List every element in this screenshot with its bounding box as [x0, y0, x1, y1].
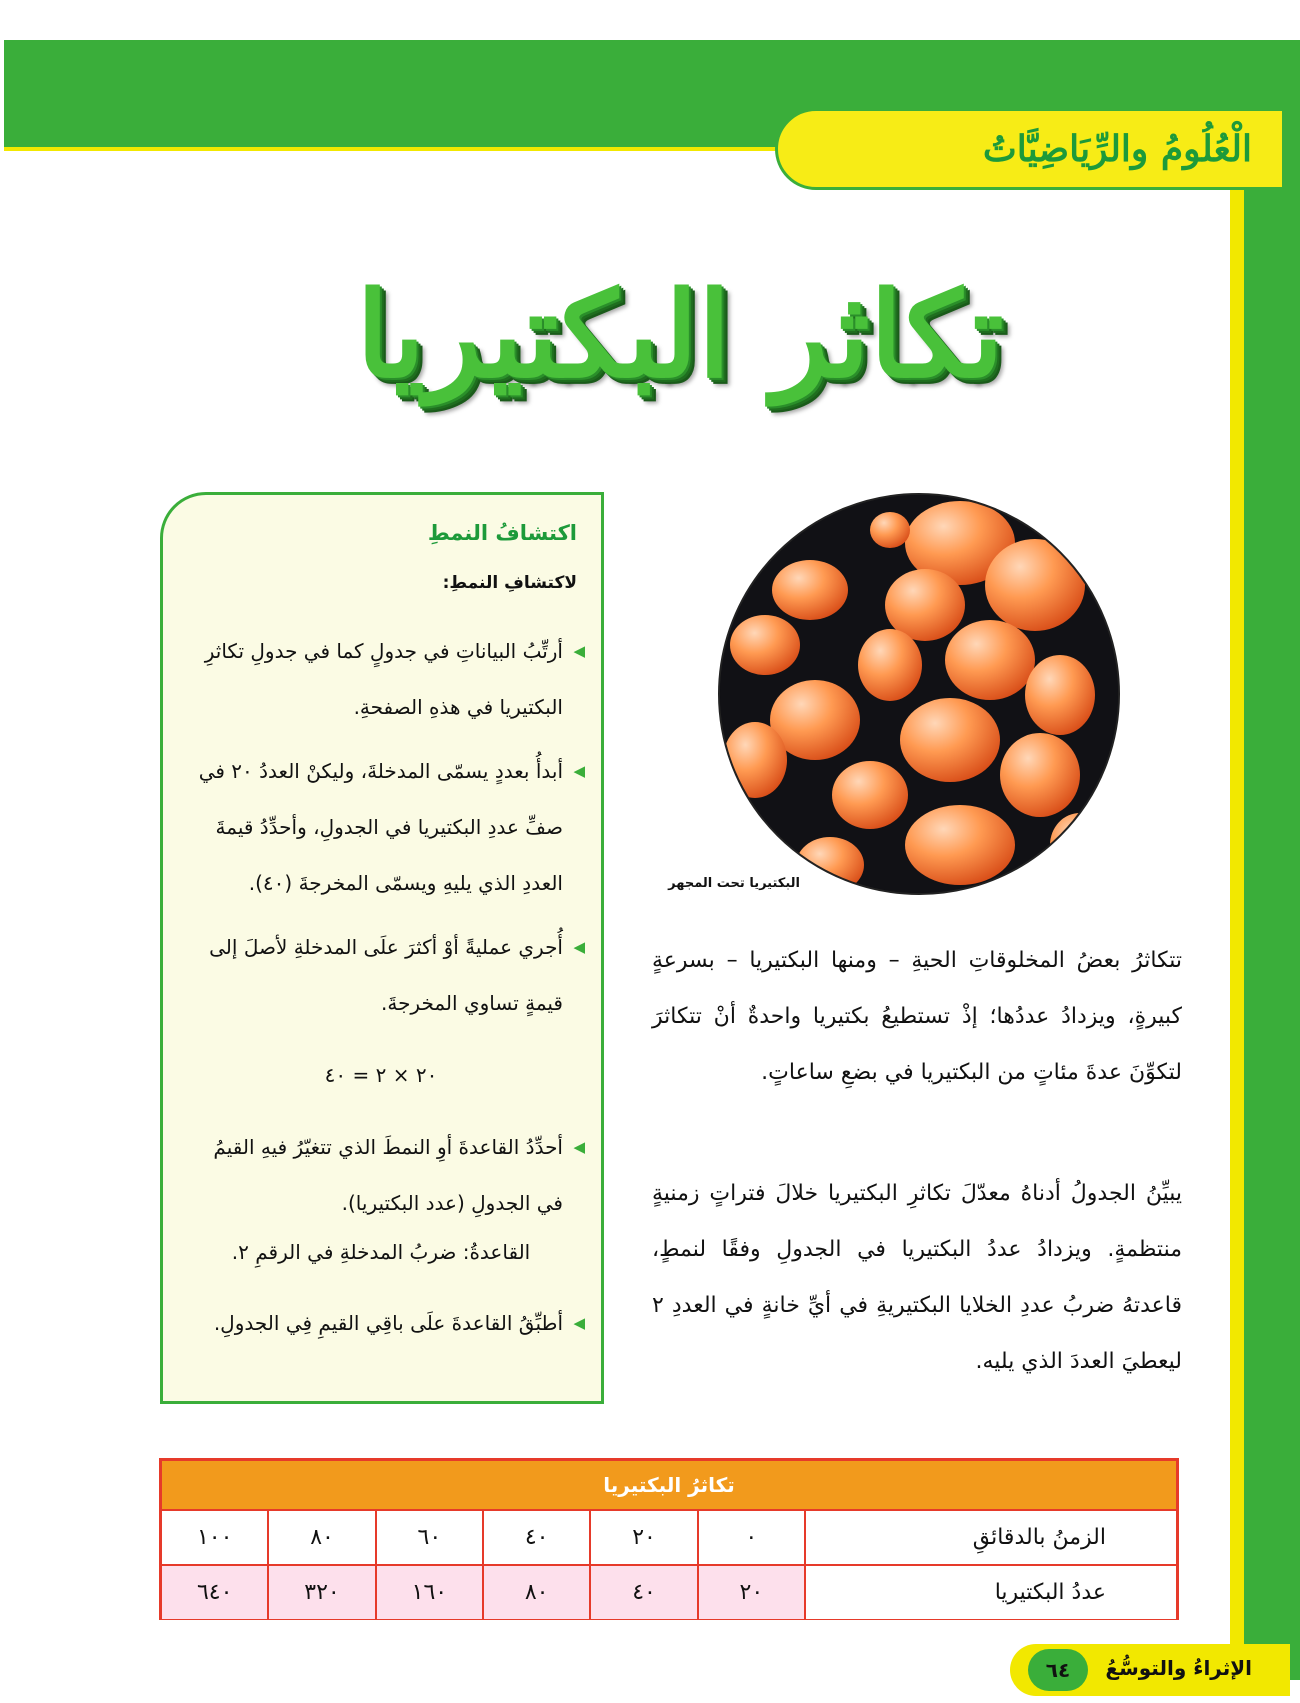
step-3-text: أُجري عمليةً أوْ أكثرَ علَى المدخلةِ لأصلَ إلى قيمةٍ تساوي المخرجةَ. [209, 935, 563, 1015]
page-title: تكاثر البكتيريا [356, 265, 1004, 404]
footer-label: الإثراءُ والتوسُّعُ [1105, 1656, 1252, 1680]
rule-text: القاعدةُ: ضربُ المدخلةِ في الرقمِ ٢. [231, 1240, 531, 1264]
panel-title: اكتشافُ النمطِ [427, 521, 577, 545]
table-caption: تكاثرُ البكتيريا [162, 1461, 1176, 1509]
table-cell: ١٦٠ [375, 1566, 482, 1619]
page-number: ٦٤ [1028, 1649, 1088, 1691]
table-cell: ٣٢٠ [267, 1566, 374, 1619]
table-row-time [162, 1509, 1176, 1564]
paragraph-1: تتكاثرُ بعضُ المخلوقاتِ الحيةِ – ومنها البكتيريا – بسرعةٍ كبيرةٍ، ويزدادُ عددُها؛ إذْ تستطيعُ بكتيريا واحدةٌ أنْ تتكاثرَ لتكوِّنَ عدةَ مئاتٍ من البكتيريا في بضعِ ساعاتٍ. [652, 948, 1182, 1085]
table-cell: ٢٠ [697, 1566, 804, 1619]
subject-tab [775, 108, 1285, 190]
step-5-text: أطبِّقُ القاعدةَ علَى باقِي القيمِ فِي الجدولِ. [213, 1311, 563, 1335]
table-cell: ٤٠ [589, 1566, 696, 1619]
subject-label: الْعُلُومُ والرِّيَاضِيَّاتُ [982, 128, 1252, 170]
step-3 [185, 919, 585, 1031]
triangle-bullet-icon: ◀ [573, 938, 585, 956]
step-2 [185, 743, 585, 911]
triangle-bullet-icon: ◀ [573, 1138, 585, 1156]
table-row-count [162, 1564, 1176, 1619]
panel-subtitle: لاكتشافِ النمطِ: [442, 573, 577, 593]
right-yellow-line [1230, 150, 1244, 1680]
step-1-text: أرتِّبُ البياناتِ في جدولٍ كما في جدولِ تكاثرِ البكتيريا في هذهِ الصفحةِ. [204, 639, 563, 719]
equation: ٢٠ × ٢ = ٤٠ [324, 1063, 438, 1087]
step-2-text: أبدأُ بعددٍ يسمّى المدخلةَ، وليكنْ العددُ ٢٠ في صفِّ عددِ البكتيريا في الجدولِ، وأحدِّدُ قيمةَ العددِ الذي يليهِ ويسمّى المخرجةَ (٤٠). [198, 759, 563, 895]
table-cell: ٨٠ [482, 1566, 589, 1619]
triangle-bullet-icon: ◀ [573, 762, 585, 780]
step-4-text: أحدِّدُ القاعدةَ أوِ النمطَ الذي تتغيّرُ فيهِ القيمُ في الجدولِ (عدد البكتيريا). [213, 1135, 563, 1215]
step-5 [185, 1295, 585, 1351]
table-cell: ٠ [697, 1511, 804, 1564]
footer-section-tab [1010, 1644, 1290, 1696]
table-cell: ٨٠ [267, 1511, 374, 1564]
bacteria-photo [718, 493, 1120, 895]
step-4 [185, 1119, 585, 1231]
triangle-bullet-icon: ◀ [573, 642, 585, 660]
step-1 [185, 623, 585, 735]
triangle-bullet-icon: ◀ [573, 1314, 585, 1332]
bacteria-illustration [720, 495, 1118, 893]
paragraph-2: يبيِّنُ الجدولُ أدناهُ معدّلَ تكاثرِ البكتيريا خلالَ فتراتٍ زمنيةٍ منتظمةٍ. ويزدادُ عددُ البكتيريا في الجدولِ وفقًا لنمطٍ، قاعدتهُ ضربُ عددِ الخلايا البكتيريةِ في أيِّ خانةٍ في العددِ ٢ ليعطيَ العددَ الذي يليه. [652, 1181, 1182, 1374]
table-cell: ٦٤٠ [162, 1566, 267, 1619]
row-label-count: عددُ البكتيريا [804, 1566, 1176, 1619]
row-label-time: الزمنُ بالدقائقِ [804, 1511, 1176, 1564]
bacteria-table [159, 1458, 1179, 1620]
photo-caption: البكتيريا تحت المجهر [668, 876, 800, 891]
discover-pattern-panel [160, 492, 604, 1404]
table-cell: ٤٠ [482, 1511, 589, 1564]
table-cell: ٢٠ [589, 1511, 696, 1564]
table-cell: ٦٠ [375, 1511, 482, 1564]
table-cell: ١٠٠ [196, 1525, 233, 1550]
